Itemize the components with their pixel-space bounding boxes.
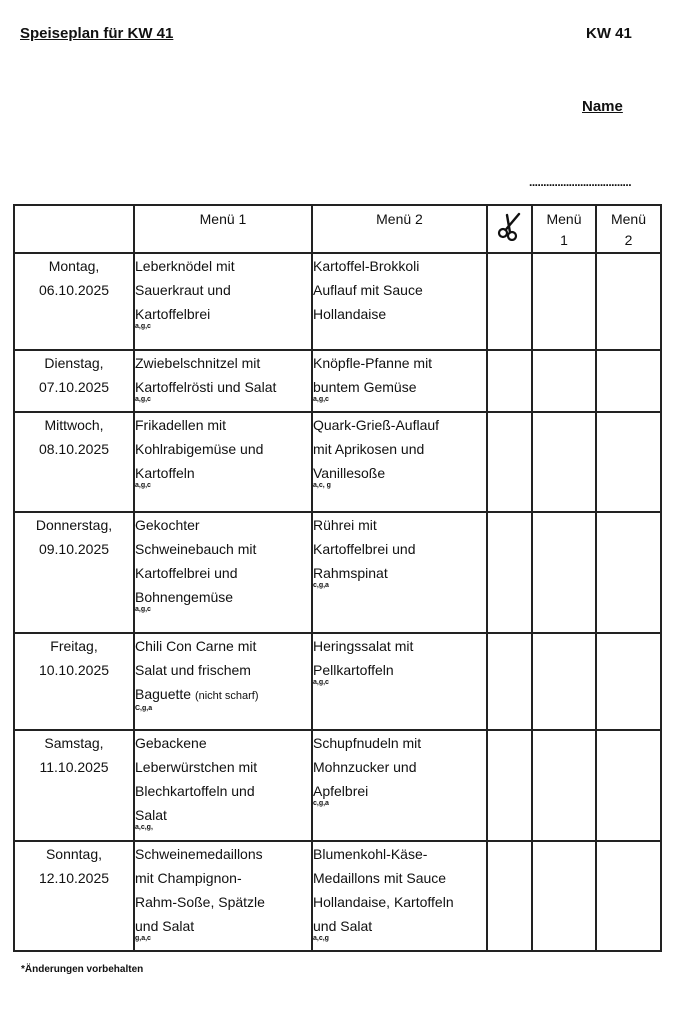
table-row xyxy=(14,350,661,412)
day-cell xyxy=(14,350,134,412)
day-name: Donnerstag, xyxy=(35,517,113,533)
menu1-line: und Salat xyxy=(135,918,195,934)
day-cell xyxy=(14,841,134,951)
day-cell xyxy=(14,412,134,512)
menu1-line: Kartoffeln xyxy=(135,465,195,481)
menu1-allergens: C,g,a xyxy=(135,705,153,712)
table-row xyxy=(14,512,661,633)
day-date: 06.10.2025 xyxy=(38,282,110,298)
day-name: Freitag, xyxy=(50,638,98,654)
footnote: *Änderungen vorbehalten xyxy=(21,964,144,975)
menu2-allergens: a,c, g xyxy=(313,482,331,489)
order-menu1-checkbox[interactable] xyxy=(532,730,596,841)
order-menu1-checkbox[interactable] xyxy=(532,841,596,951)
scissors-cell xyxy=(487,350,532,412)
day-date: 07.10.2025 xyxy=(38,379,110,395)
menu2-cell xyxy=(312,730,487,841)
menu1-line: Bohnengemüse xyxy=(135,589,234,605)
menu2-line: Rahmspinat xyxy=(313,565,388,581)
menu2-cell xyxy=(312,841,487,951)
order-menu2-checkbox[interactable] xyxy=(596,841,661,951)
menu2-line: Heringssalat mit xyxy=(313,638,414,654)
menu1-allergens: a,g,c xyxy=(135,323,151,330)
order-menu2-checkbox[interactable] xyxy=(596,633,661,730)
scissors-cell xyxy=(487,412,532,512)
header-order-menu1 xyxy=(532,205,596,253)
menu2-line: Hollandaise, Kartoffeln xyxy=(313,894,454,910)
order-menu1-checkbox[interactable] xyxy=(532,633,596,730)
menu1-cell xyxy=(134,253,312,350)
day-name: Mittwoch, xyxy=(44,417,104,433)
menu2-line: und Salat xyxy=(313,918,373,934)
menu2-line: Kartoffel-Brokkoli xyxy=(313,258,420,274)
menu1-line: Kohlrabigemüse und xyxy=(135,441,264,457)
header-order-menu2-label: Menü xyxy=(610,211,647,227)
day-cell xyxy=(14,633,134,730)
order-menu2-checkbox[interactable] xyxy=(596,253,661,350)
order-menu2-checkbox[interactable] xyxy=(596,412,661,512)
menu1-line: Sauerkraut und xyxy=(135,282,231,298)
menu1-line: Gebackene xyxy=(135,735,207,751)
day-name: Dienstag, xyxy=(44,355,104,371)
header-day xyxy=(14,205,134,253)
scissors-cell xyxy=(487,633,532,730)
header-order-menu1-label: Menü xyxy=(546,211,582,227)
table-header-row xyxy=(14,205,661,253)
header-order-menu2 xyxy=(596,205,661,253)
menu2-allergens: a,c,g xyxy=(313,935,329,942)
table-row xyxy=(14,253,661,350)
order-menu1-checkbox[interactable] xyxy=(532,350,596,412)
menu2-cell xyxy=(312,512,487,633)
header-menu2: Menü 2 xyxy=(312,205,487,253)
menu-table xyxy=(13,204,662,952)
menu2-line: Pellkartoffeln xyxy=(313,662,394,678)
menu2-cell xyxy=(312,350,487,412)
menu1-line: Gekochter xyxy=(135,517,200,533)
day-date: 10.10.2025 xyxy=(38,662,110,678)
table-row xyxy=(14,730,661,841)
day-cell xyxy=(14,730,134,841)
menu2-line: Vanillesoße xyxy=(313,465,386,481)
menu1-line: Blechkartoffeln und xyxy=(135,783,255,799)
day-date: 12.10.2025 xyxy=(38,870,110,886)
header-scissors xyxy=(487,205,532,253)
menu1-cell xyxy=(134,730,312,841)
menu1-line: Leberwürstchen mit xyxy=(135,759,258,775)
menu2-cell xyxy=(312,633,487,730)
menu1-line: Rahm-Soße, Spätzle xyxy=(135,894,265,910)
order-menu1-checkbox[interactable] xyxy=(532,253,596,350)
order-menu2-checkbox[interactable] xyxy=(596,512,661,633)
menu1-line: Kartoffelbrei und xyxy=(135,565,238,581)
header-order-menu1-number: 1 xyxy=(560,232,568,248)
menu2-line: Knöpfle-Pfanne mit xyxy=(313,355,433,371)
menu2-line: buntem Gemüse xyxy=(313,379,417,395)
week-label: KW 41 xyxy=(586,25,632,42)
menu1-allergens: g,a,c xyxy=(135,935,151,942)
table-row xyxy=(14,841,661,951)
menu2-line: Apfelbrei xyxy=(313,783,369,799)
menu1-line-text: Baguette xyxy=(135,686,192,702)
day-date: 11.10.2025 xyxy=(39,759,109,775)
menu1-line: Salat und frischem xyxy=(135,662,251,678)
order-menu1-checkbox[interactable] xyxy=(532,412,596,512)
day-cell xyxy=(14,512,134,633)
menu2-allergens: c,g,a xyxy=(313,800,329,807)
menu2-line: Auflauf mit Sauce xyxy=(313,282,423,298)
scissors-cell xyxy=(487,841,532,951)
menu2-line: Hollandaise xyxy=(313,306,387,322)
order-menu2-checkbox[interactable] xyxy=(596,730,661,841)
menu1-allergens: a,g,c xyxy=(135,482,151,489)
day-name: Montag, xyxy=(48,258,100,274)
scissors-cell xyxy=(487,730,532,841)
menu1-line: Salat xyxy=(135,807,167,823)
menu1-cell xyxy=(134,412,312,512)
day-cell xyxy=(14,253,134,350)
order-menu2-checkbox[interactable] xyxy=(596,350,661,412)
menu1-allergens: a,g,c xyxy=(135,396,151,403)
scissors-cell xyxy=(487,253,532,350)
scissors-icon xyxy=(497,211,523,247)
menu2-allergens: a,g,c xyxy=(313,679,329,686)
menu1-line: Schweinebauch mit xyxy=(135,541,257,557)
menu1-note: (nicht scharf) xyxy=(194,690,259,702)
menu2-cell xyxy=(312,412,487,512)
menu2-cell xyxy=(312,253,487,350)
menu1-line: mit Champignon- xyxy=(135,870,242,886)
header-menu1: Menü 1 xyxy=(134,205,312,253)
header-order-menu2-number: 2 xyxy=(624,232,633,248)
menu1-line: Zwiebelschnitzel mit xyxy=(135,355,261,371)
menu2-line: Mohnzucker und xyxy=(313,759,417,775)
menu1-cell xyxy=(134,633,312,730)
menu1-line: Kartoffelrösti und Salat xyxy=(135,379,277,395)
menu1-line: Frikadellen mit xyxy=(135,417,227,433)
menu1-cell xyxy=(134,350,312,412)
menu2-line: Quark-Grieß-Auflauf xyxy=(313,417,440,433)
menu2-line: Schupfnudeln mit xyxy=(313,735,422,751)
menu2-allergens: c,g,a xyxy=(313,582,329,589)
menu1-line: Leberknödel mit xyxy=(135,258,235,274)
table-row xyxy=(14,412,661,512)
scissors-cell xyxy=(487,512,532,633)
menu1-allergens: a,g,c xyxy=(135,606,151,613)
menu1-line: Chili Con Carne mit xyxy=(135,638,257,654)
day-date: 09.10.2025 xyxy=(38,541,110,557)
day-date: 08.10.2025 xyxy=(38,441,110,457)
menu1-line: Kartoffelbrei xyxy=(135,306,211,322)
day-name: Samstag, xyxy=(44,735,104,751)
menu2-line: Blumenkohl-Käse- xyxy=(313,846,428,862)
menu1-allergens: a,c,g, xyxy=(135,824,153,831)
menu2-allergens: a,g,c xyxy=(313,396,329,403)
page-title: Speiseplan für KW 41 xyxy=(20,25,174,42)
name-label: Name xyxy=(582,98,623,115)
menu1-line: Schweinemedaillons xyxy=(135,846,263,862)
order-menu1-checkbox[interactable] xyxy=(532,512,596,633)
menu2-line: mit Aprikosen und xyxy=(313,441,425,457)
day-name: Sonntag, xyxy=(45,846,103,862)
menu1-cell xyxy=(134,841,312,951)
menu2-line: Medaillons mit Sauce xyxy=(313,870,447,886)
table-row xyxy=(14,633,661,730)
name-field-line[interactable]: .................................... xyxy=(529,175,632,189)
menu2-line: Rührei mit xyxy=(313,517,377,533)
menu1-cell xyxy=(134,512,312,633)
menu2-line: Kartoffelbrei und xyxy=(313,541,416,557)
